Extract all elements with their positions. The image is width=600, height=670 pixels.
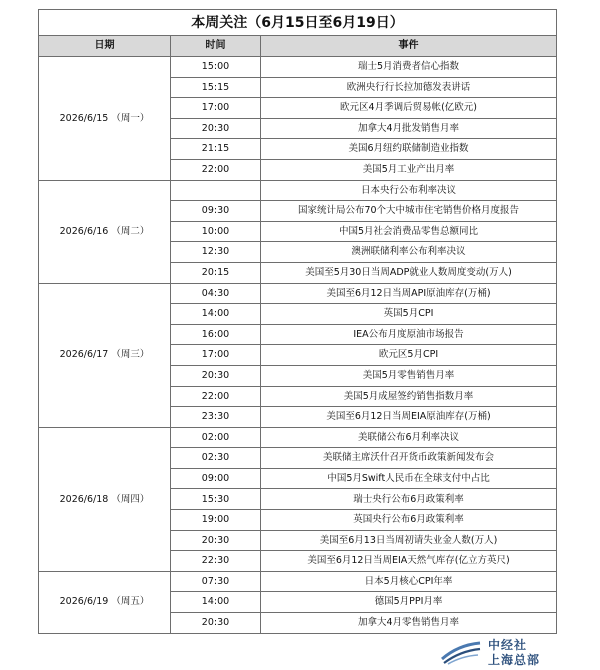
swoosh-logo-icon bbox=[440, 639, 482, 665]
time-cell: 20:30 bbox=[171, 530, 261, 551]
time-cell: 10:00 bbox=[171, 221, 261, 242]
time-cell: 19:00 bbox=[171, 510, 261, 531]
event-cell: 中国5月Swift人民币在全球支付中占比 bbox=[261, 468, 557, 489]
date-cell: 2026/6/18 （周四） bbox=[39, 427, 171, 571]
page-title: 本周关注（6月15日至6月19日） bbox=[39, 10, 557, 36]
event-cell: 欧元区4月季调后贸易帐(亿欧元) bbox=[261, 98, 557, 119]
time-cell: 02:00 bbox=[171, 427, 261, 448]
event-cell: 美国5月零售销售月率 bbox=[261, 365, 557, 386]
column-header-date: 日期 bbox=[39, 36, 171, 57]
event-cell: 澳洲联储利率公布利率决议 bbox=[261, 242, 557, 263]
table-row bbox=[39, 571, 557, 592]
event-cell: 美国至5月30日当周ADP就业人数周度变动(万人) bbox=[261, 262, 557, 283]
logo bbox=[440, 633, 590, 667]
time-cell: 17:00 bbox=[171, 98, 261, 119]
event-cell: 加拿大4月批发销售月率 bbox=[261, 118, 557, 139]
time-cell bbox=[171, 180, 261, 201]
column-header-time: 时间 bbox=[171, 36, 261, 57]
schedule-body bbox=[39, 57, 557, 634]
logo-text-line1: 中经社 bbox=[488, 638, 528, 652]
event-cell: 日本央行公布利率决议 bbox=[261, 180, 557, 201]
time-cell: 20:30 bbox=[171, 118, 261, 139]
date-cell: 2026/6/17 （周三） bbox=[39, 283, 171, 427]
event-cell: IEA公布月度原油市场报告 bbox=[261, 324, 557, 345]
time-cell: 22:30 bbox=[171, 551, 261, 572]
event-cell: 英国央行公布6月政策利率 bbox=[261, 510, 557, 531]
schedule-table bbox=[38, 9, 557, 634]
event-cell: 瑞士央行公布6月政策利率 bbox=[261, 489, 557, 510]
time-cell: 09:30 bbox=[171, 201, 261, 222]
event-cell: 瑞士5月消费者信心指数 bbox=[261, 57, 557, 78]
time-cell: 07:30 bbox=[171, 571, 261, 592]
event-cell: 美国至6月13日当周初请失业金人数(万人) bbox=[261, 530, 557, 551]
event-cell: 欧洲央行行长拉加德发表讲话 bbox=[261, 77, 557, 98]
event-cell: 德国5月PPI月率 bbox=[261, 592, 557, 613]
time-cell: 15:00 bbox=[171, 57, 261, 78]
time-cell: 04:30 bbox=[171, 283, 261, 304]
event-cell: 中国5月社会消费品零售总额同比 bbox=[261, 221, 557, 242]
table-row bbox=[39, 57, 557, 78]
date-cell: 2026/6/15 （周一） bbox=[39, 57, 171, 181]
event-cell: 美国5月成屋签约销售指数月率 bbox=[261, 386, 557, 407]
event-cell: 美国至6月12日当周EIA天然气库存(亿立方英尺) bbox=[261, 551, 557, 572]
event-cell: 美联储主席沃什召开货币政策新闻发布会 bbox=[261, 448, 557, 469]
event-cell: 日本5月核心CPI年率 bbox=[261, 571, 557, 592]
event-cell: 美国至6月12日当周API原油库存(万桶) bbox=[261, 283, 557, 304]
time-cell: 23:30 bbox=[171, 407, 261, 428]
event-cell: 欧元区5月CPI bbox=[261, 345, 557, 366]
time-cell: 16:00 bbox=[171, 324, 261, 345]
time-cell: 09:00 bbox=[171, 468, 261, 489]
table-row bbox=[39, 427, 557, 448]
table-row bbox=[39, 180, 557, 201]
event-cell: 美联储公布6月利率决议 bbox=[261, 427, 557, 448]
time-cell: 15:30 bbox=[171, 489, 261, 510]
event-cell: 美国5月工业产出月率 bbox=[261, 159, 557, 180]
event-cell: 美国6月纽约联储制造业指数 bbox=[261, 139, 557, 160]
time-cell: 17:00 bbox=[171, 345, 261, 366]
time-cell: 22:00 bbox=[171, 159, 261, 180]
event-cell: 国家统计局公布70个大中城市住宅销售价格月度报告 bbox=[261, 201, 557, 222]
event-cell: 加拿大4月零售销售月率 bbox=[261, 613, 557, 634]
logo-text-line2: 上海总部 bbox=[488, 653, 541, 667]
time-cell: 14:00 bbox=[171, 592, 261, 613]
time-cell: 22:00 bbox=[171, 386, 261, 407]
time-cell: 20:15 bbox=[171, 262, 261, 283]
time-cell: 12:30 bbox=[171, 242, 261, 263]
date-cell: 2026/6/19 （周五） bbox=[39, 571, 171, 633]
date-cell: 2026/6/16 （周二） bbox=[39, 180, 171, 283]
time-cell: 14:00 bbox=[171, 304, 261, 325]
time-cell: 15:15 bbox=[171, 77, 261, 98]
column-header-event: 事件 bbox=[261, 36, 557, 57]
time-cell: 02:30 bbox=[171, 448, 261, 469]
time-cell: 21:15 bbox=[171, 139, 261, 160]
time-cell: 20:30 bbox=[171, 365, 261, 386]
table-row bbox=[39, 283, 557, 304]
time-cell: 20:30 bbox=[171, 613, 261, 634]
schedule-sheet bbox=[38, 9, 556, 634]
event-cell: 美国至6月12日当周EIA原油库存(万桶) bbox=[261, 407, 557, 428]
event-cell: 英国5月CPI bbox=[261, 304, 557, 325]
